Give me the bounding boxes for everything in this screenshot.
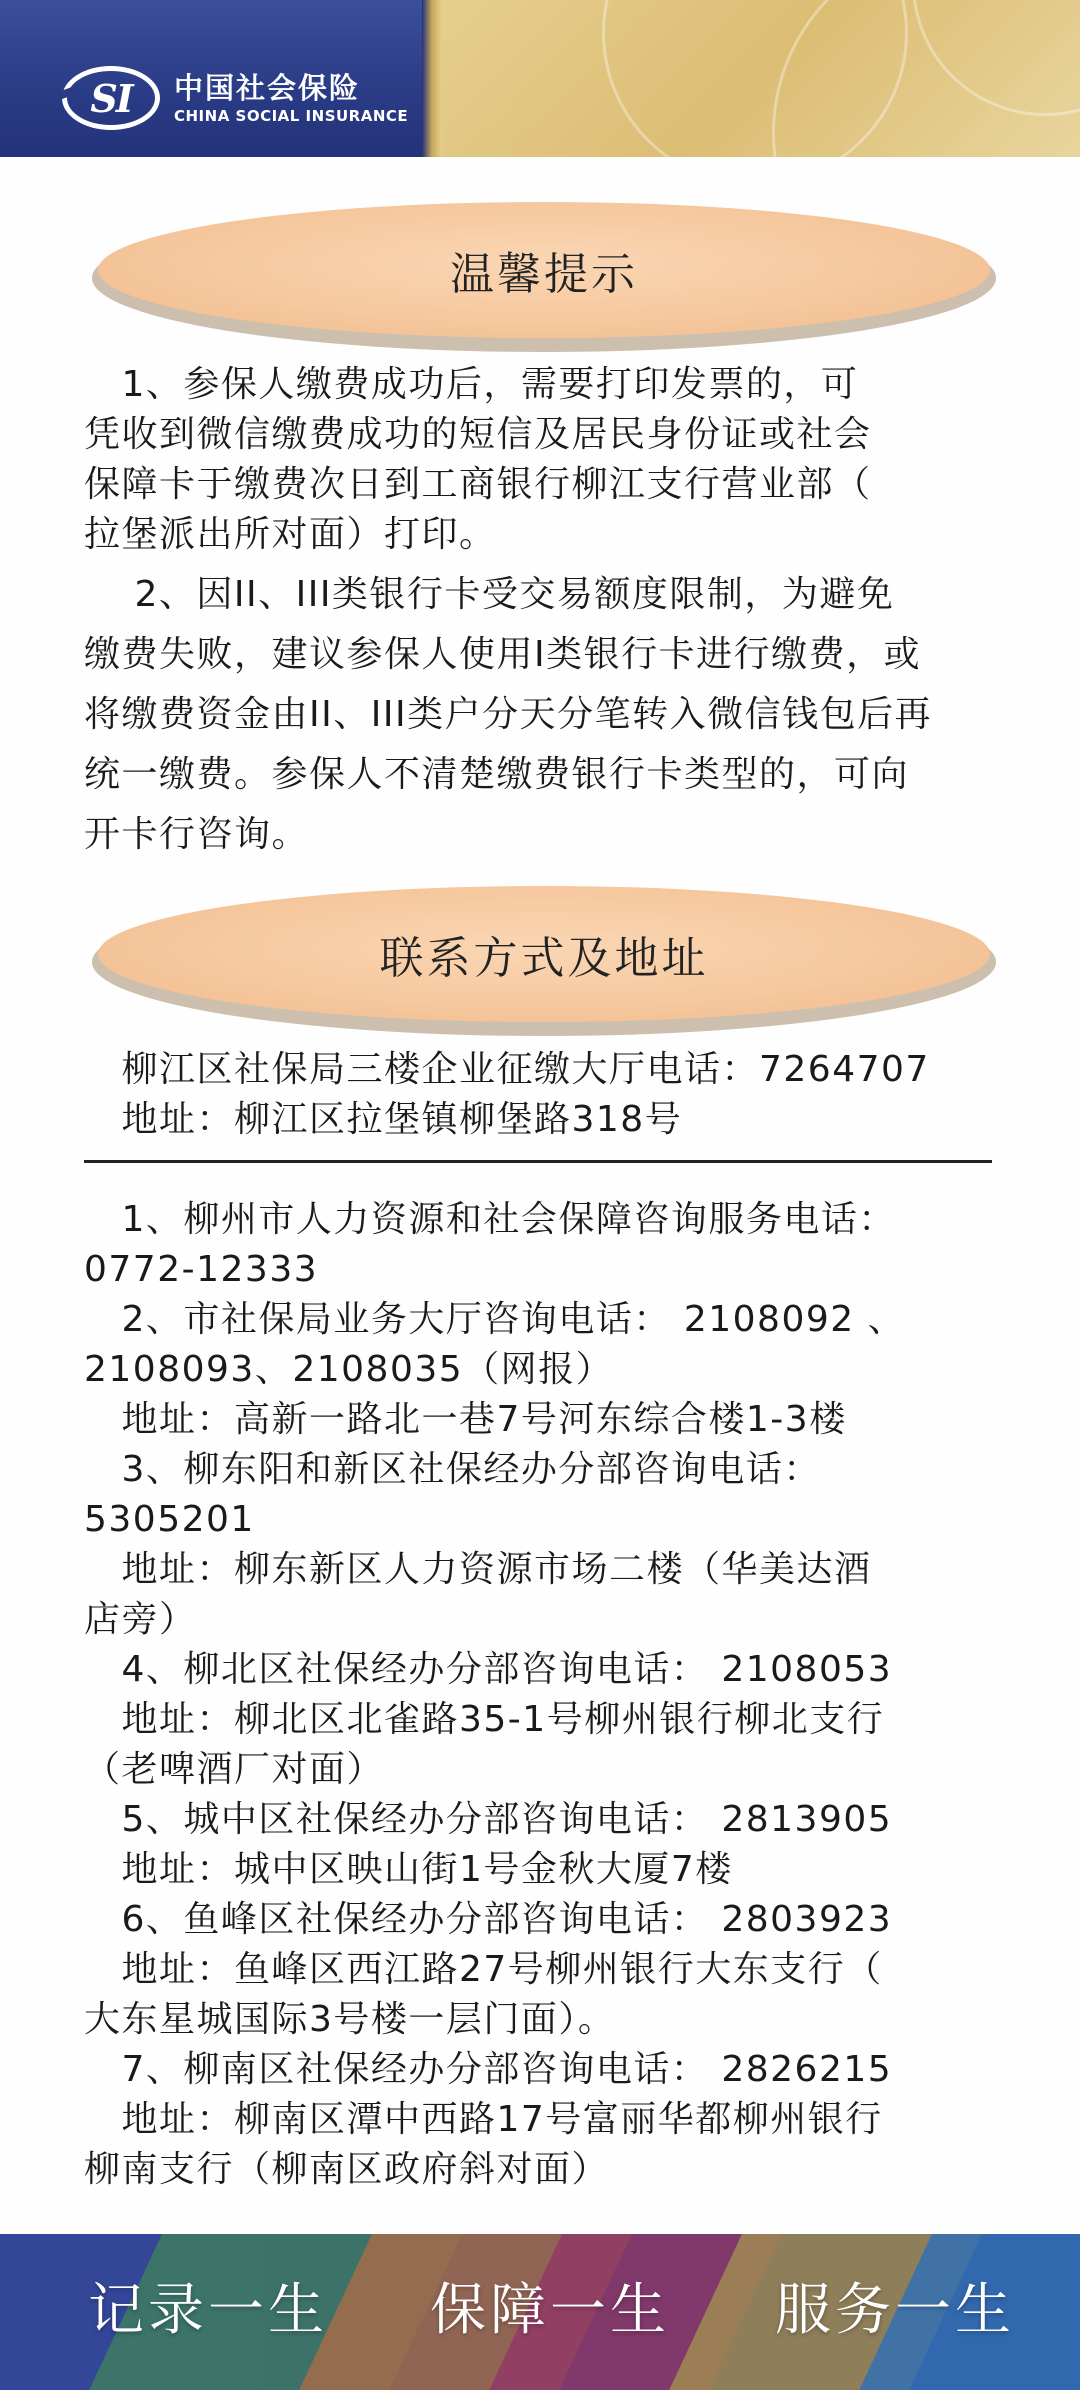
header-divider bbox=[422, 0, 442, 157]
tips-line: 2、因II、III类银行卡受交易额度限制，为避免 bbox=[84, 574, 895, 615]
contact-title: 联系方式及地址 bbox=[379, 933, 709, 984]
dashed-divider bbox=[84, 1160, 992, 1163]
tips-line: 凭收到微信缴费成功的短信及居民身份证或社会 bbox=[84, 414, 872, 455]
contact-line: 5、城中区社保经办分部咨询电话： 2813905 bbox=[84, 1799, 893, 1840]
contact-line: 地址：城中区映山街1号金秋大厦7楼 bbox=[84, 1849, 733, 1890]
contact-line: 地址：柳江区拉堡镇柳堡路318号 bbox=[84, 1099, 683, 1140]
contact-line: 2108093、2108035（网报） bbox=[84, 1349, 614, 1390]
contact-line: 7、柳南区社保经办分部咨询电话： 2826215 bbox=[84, 2049, 893, 2090]
contact-line: 柳南支行（柳南区政府斜对面） bbox=[84, 2149, 610, 2190]
contact-line: 地址：高新一路北一巷7号河东综合楼1-3楼 bbox=[84, 1399, 847, 1440]
slogan-serve: 服务一生 bbox=[775, 2278, 1015, 2343]
tips-line: 1、参保人缴费成功后，需要打印发票的，可 bbox=[84, 364, 859, 405]
tips-line: 拉堡派出所对面）打印。 bbox=[84, 514, 497, 555]
tips-line: 缴费失败，建议参保人使用I类银行卡进行缴费，或 bbox=[84, 634, 922, 675]
contact-line: 地址：柳东新区人力资源市场二楼（华美达酒 bbox=[84, 1549, 872, 1590]
logo-mark: SI bbox=[90, 75, 132, 121]
si-logo-icon bbox=[62, 66, 160, 130]
slogan-record: 记录一生 bbox=[88, 2278, 328, 2343]
contact-line: 3、柳东阳和新区社保经办分部咨询电话： bbox=[84, 1449, 821, 1490]
contact-line: 0772-12333 bbox=[84, 1249, 319, 1290]
china-social-insurance-logo bbox=[62, 62, 408, 134]
logo-english-name: CHINA SOCIAL INSURANCE bbox=[174, 107, 409, 125]
tips-line: 保障卡于缴费次日到工商银行柳江支行营业部（ bbox=[84, 464, 872, 505]
tips-line: 统一缴费。参保人不清楚缴费银行卡类型的，可向 bbox=[84, 754, 910, 795]
contact-line: 2、市社保局业务大厅咨询电话： 2108092 、 bbox=[84, 1299, 906, 1340]
header-banner bbox=[0, 0, 1080, 157]
tips-title: 温馨提示 bbox=[450, 249, 638, 300]
contact-line: 地址：柳北区北雀路35-1号柳州银行柳北支行 bbox=[84, 1699, 885, 1740]
contact-line: 大东星城国际3号楼一层门面）。 bbox=[84, 1999, 616, 2040]
slogan-protect: 保障一生 bbox=[430, 2278, 670, 2343]
tips-heading bbox=[98, 202, 990, 338]
contact-heading bbox=[98, 886, 990, 1022]
contact-line: 地址：柳南区潭中西路17号富丽华都柳州银行 bbox=[84, 2099, 883, 2140]
header-gold-panel bbox=[432, 0, 1080, 157]
contact-line: 地址：鱼峰区西江路27号柳州银行大东支行（ bbox=[84, 1949, 883, 1990]
contact-line: 1、柳州市人力资源和社会保障咨询服务电话： bbox=[84, 1199, 896, 1240]
logo-text bbox=[174, 70, 408, 126]
contact-line: （老啤酒厂对面） bbox=[84, 1749, 385, 1790]
contact-line: 店旁） bbox=[84, 1599, 197, 1640]
contact-line: 4、柳北区社保经办分部咨询电话： 2108053 bbox=[84, 1649, 893, 1690]
tips-line: 将缴费资金由II、III类户分天分笔转入微信钱包后再 bbox=[84, 694, 933, 735]
contact-line: 5305201 bbox=[84, 1499, 255, 1540]
contact-line: 6、鱼峰区社保经办分部咨询电话： 2803923 bbox=[84, 1899, 893, 1940]
tips-line: 开卡行咨询。 bbox=[84, 814, 310, 855]
contact-line: 柳江区社保局三楼企业征缴大厅电话：7264707 bbox=[84, 1049, 930, 1090]
logo-chinese-name: 中国社会保险 bbox=[174, 71, 361, 105]
footer-banner bbox=[0, 2234, 1080, 2390]
